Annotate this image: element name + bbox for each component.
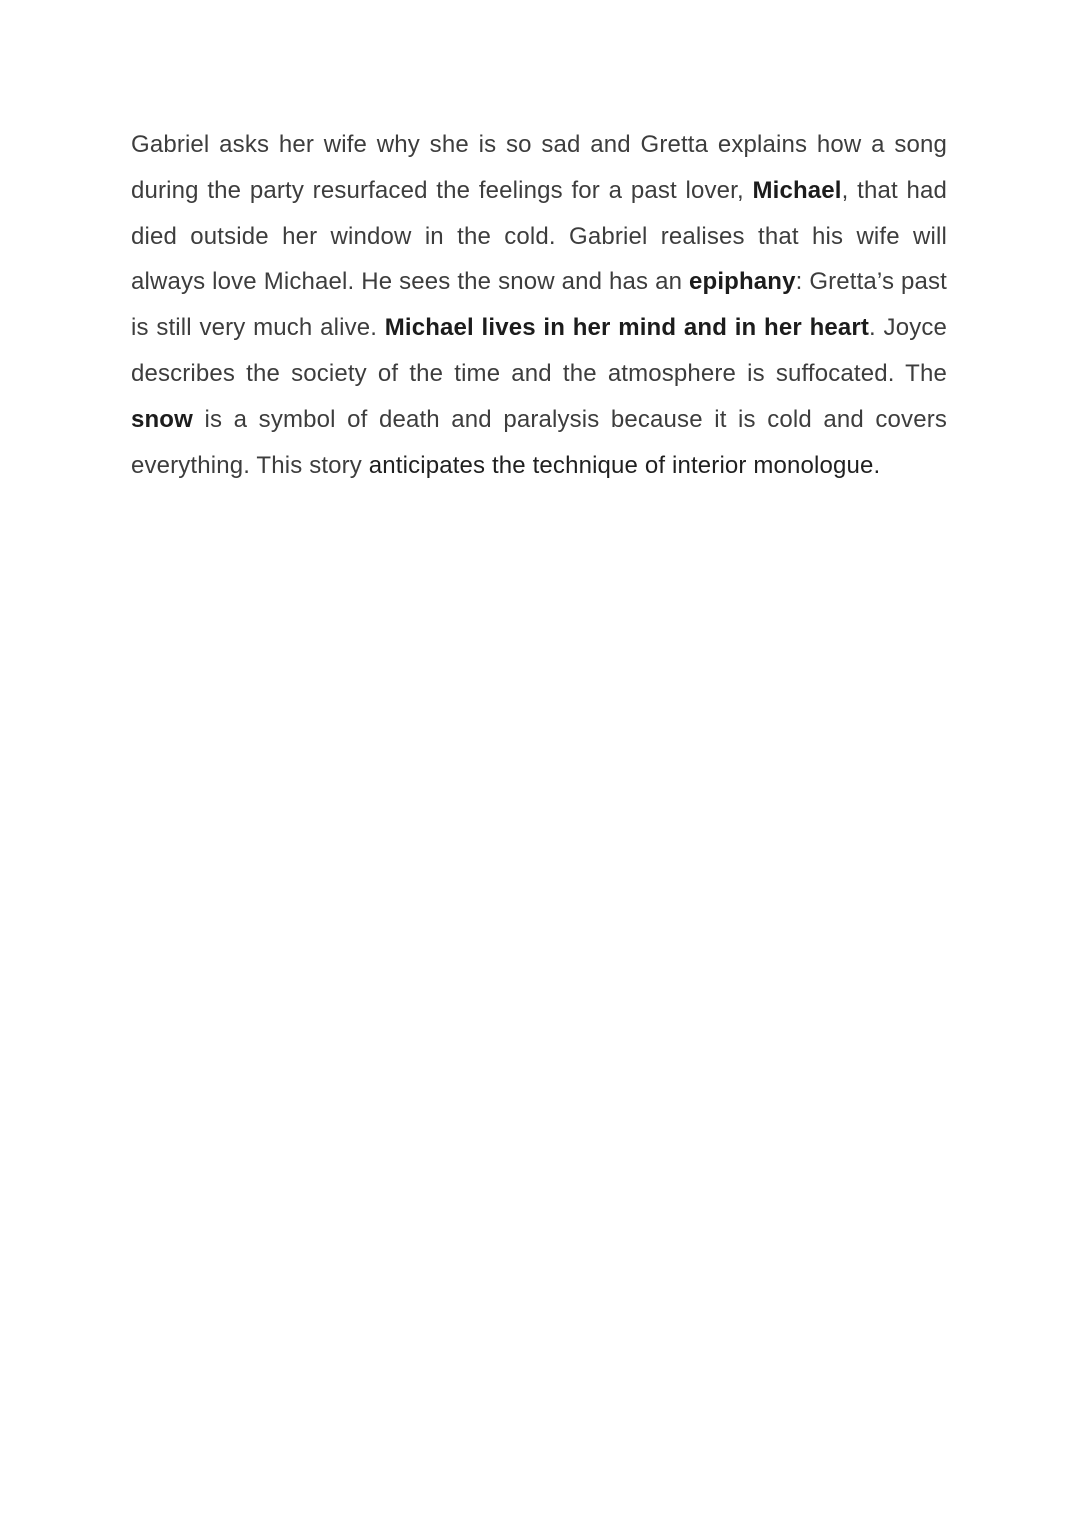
text-segment: Gabriel asks her wife why she is so sad and Gretta explains how a song during the party resurfaced the feelings for a past lover, <box>131 131 947 204</box>
body-paragraph <box>131 122 947 488</box>
text-segment: is a symbol of death and paralysis because it is cold and covers everything. This story <box>131 405 947 479</box>
bold-phrase-michael-lives: Michael lives in her mind and in her heart <box>384 314 870 342</box>
text-segment: . Joyce describes the society of the time and the atmosphere is suffocated. The <box>131 314 947 387</box>
bold-term-epiphany: epiphany <box>689 268 796 296</box>
bold-term-michael: Michael <box>752 176 842 204</box>
emphasized-phrase-interior-monologue: anticipates the technique of interior monologue. <box>368 451 881 479</box>
text-segment: , that had died outside her window in the cold. Gabriel realises that his wife will always love Michael. He sees the snow and has an <box>131 176 948 296</box>
bold-term-snow: snow <box>131 405 193 433</box>
text-segment: : Gretta’s past is still very much alive. <box>131 268 947 342</box>
